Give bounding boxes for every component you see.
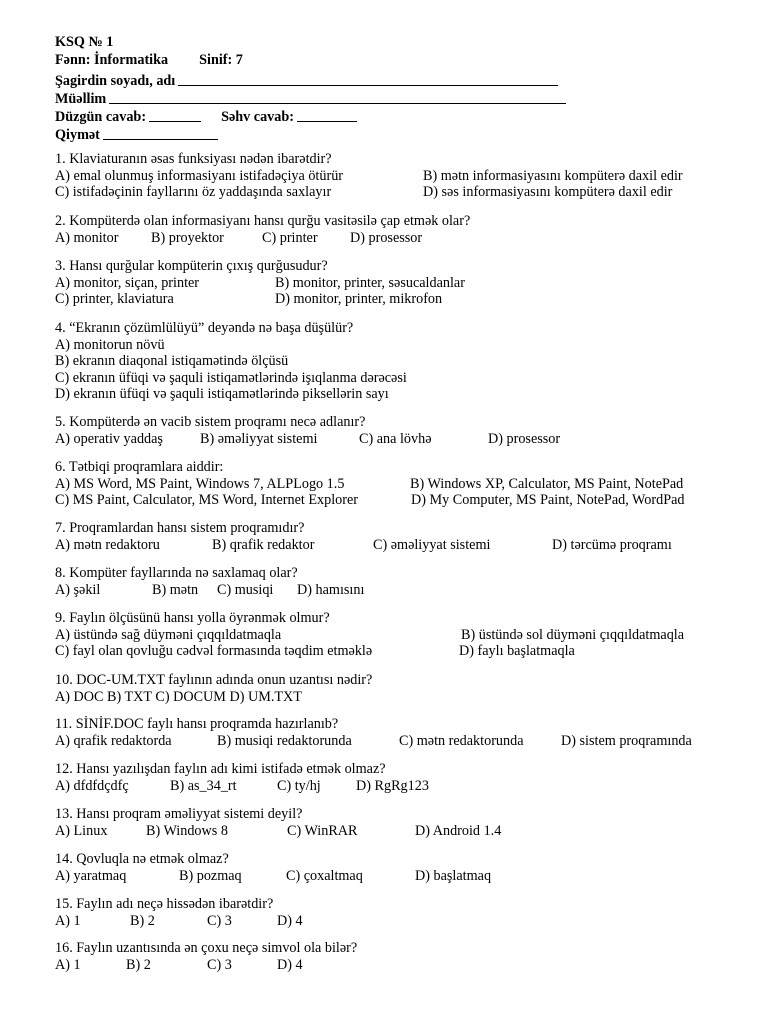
question-4: [55, 320, 735, 403]
question-text: 9. Faylın ölçüsünü hansı yolla öyrənmək olmur?: [55, 610, 330, 626]
question-12: [55, 761, 735, 794]
answer-row: [55, 957, 735, 974]
answer-row: [55, 431, 735, 448]
answer-option: D) monitor, printer, mikrofon: [275, 291, 443, 308]
answer-option: D) tərcümə proqramı: [552, 536, 672, 553]
answer-option: C) printer: [262, 229, 318, 246]
answer-option: A) Linux: [55, 822, 108, 839]
answer-option: C) çoxaltmaq: [286, 867, 363, 884]
answer-option: D) Android 1.4: [415, 822, 502, 839]
answer-row: [55, 353, 735, 370]
question-16: [55, 940, 735, 973]
answer-option: A) monitor, siçan, printer: [55, 274, 200, 291]
answer-option: D) ekranın üfüqi və şaquli istiqamətlərində piksellərin sayı: [55, 386, 389, 403]
question-text: 1. Klaviaturanın əsas funksiyası nədən ibarətdir?: [55, 151, 332, 167]
answer-option: D) faylı başlatmaqla: [459, 643, 575, 660]
question-text: 5. Kompüterdə ən vacib sistem proqramı necə adlanır?: [55, 414, 366, 430]
question-text: 3. Hansı qurğular kompüterin çıxış qurğusudur?: [55, 258, 328, 274]
answer-option: D) RgRg123: [356, 777, 429, 794]
answer-option: B) 2: [126, 956, 151, 973]
correct-answers-field[interactable]: [149, 108, 201, 122]
answer-option: C) 3: [207, 956, 232, 973]
answer-option: A) qrafik redaktorda: [55, 732, 172, 749]
answer-row: [55, 778, 735, 795]
answer-option: A) 1: [55, 956, 81, 973]
answer-row: [55, 476, 735, 493]
question-3: [55, 258, 735, 308]
answer-option: A) 1: [55, 912, 81, 929]
question-9: [55, 610, 735, 660]
answer-option: C) ty/hj: [277, 777, 321, 794]
answer-option: A) monitor: [55, 229, 119, 246]
question-text: 10. DOC-UM.TXT faylının adında onun uzantısı nədir?: [55, 672, 373, 688]
answer-option: C) istifadəçinin fayllarını öz yaddaşında saxlayır: [55, 184, 332, 201]
score-field[interactable]: [103, 126, 218, 140]
answer-row: [55, 291, 735, 308]
answer-option: D) 4: [277, 912, 303, 929]
answer-option: C) musiqi: [217, 581, 274, 598]
answer-option: C) əməliyyat sistemi: [373, 536, 491, 553]
answer-row: [55, 582, 735, 599]
answer-option: C) WinRAR: [287, 822, 358, 839]
answer-option: B) as_34_rt: [170, 777, 237, 794]
question-10: [55, 672, 735, 705]
student-name-field[interactable]: [178, 72, 558, 86]
answer-option: C) mətn redaktorunda: [399, 732, 524, 749]
question-5: [55, 414, 735, 447]
answer-row: [55, 627, 735, 644]
grade-class: Sinif: 7: [199, 52, 243, 69]
question-text: 16. Faylın uzantısında ən çoxu neçə simvol ola bilər?: [55, 940, 358, 956]
question-text: 4. “Ekranın çözümlülüyü” deyəndə nə başa düşülür?: [55, 320, 354, 336]
answer-option: B) qrafik redaktor: [212, 536, 315, 553]
question-text: 12. Hansı yazılışdan faylın adı kimi istifadə etmək olmaz?: [55, 761, 386, 777]
answer-option: A) şəkil: [55, 581, 101, 598]
answer-option: D) prosessor: [350, 229, 423, 246]
question-text: 2. Kompüterdə olan informasiyanı hansı qurğu vasitəsilə çap etmək olar?: [55, 213, 471, 229]
answer-option: D) prosessor: [488, 430, 561, 447]
answer-option: A) mətn redaktoru: [55, 536, 160, 553]
answer-option: B) 2: [130, 912, 155, 929]
answer-option: D) My Computer, MS Paint, NotePad, WordPad: [411, 492, 685, 509]
question-text: 7. Proqramlardan hansı sistem proqramıdır?: [55, 520, 305, 536]
correct-answers-label: Düzgün cavab:: [55, 109, 147, 126]
answer-row: [55, 230, 735, 247]
answer-option: C) 3: [207, 912, 232, 929]
answer-row: [55, 168, 735, 185]
answer-option: A) dfdfdçdfç: [55, 777, 129, 794]
question-text: 14. Qovluqla nə etmək olmaz?: [55, 851, 229, 867]
question-text: 6. Tətbiqi proqramlara aiddir:: [55, 459, 224, 475]
subject: Fənn: İnformatika: [55, 52, 169, 69]
answer-row: [55, 868, 735, 885]
question-1: [55, 151, 735, 201]
answer-row: [55, 184, 735, 201]
answer-option: B) əməliyyat sistemi: [200, 430, 318, 447]
question-14: [55, 851, 735, 884]
score-label: Qiymət: [55, 127, 100, 144]
answer-option: A) üstündə sağ düyməni çıqqıldatmaqla: [55, 626, 282, 643]
student-name-label: Şagirdin soyadı, adı: [55, 72, 176, 89]
answer-option: A) DOC B) TXT C) DOCUM D) UM.TXT: [55, 688, 302, 705]
answer-row: [55, 733, 735, 750]
question-text: 11. SİNİF.DOC faylı hansı proqramda hazırlanıb?: [55, 716, 339, 732]
answer-row: [55, 337, 735, 354]
question-13: [55, 806, 735, 839]
answer-row: [55, 275, 735, 292]
answer-row: [55, 537, 735, 554]
teacher-label: Müəllim: [55, 90, 107, 107]
question-7: [55, 520, 735, 553]
quiz-header: [55, 34, 566, 144]
answer-option: D) səs informasiyasını kompüterə daxil edir: [423, 184, 673, 201]
answer-option: B) musiqi redaktorunda: [217, 732, 352, 749]
answer-option: A) emal olunmuş informasiyanı istifadəçiya ötürür: [55, 167, 344, 184]
question-6: [55, 459, 735, 509]
question-text: 15. Faylın adı neçə hissədən ibarətdir?: [55, 896, 274, 912]
wrong-answers-field[interactable]: [297, 108, 357, 122]
question-8: [55, 565, 735, 598]
answer-option: B) mətn informasiyasını kompüterə daxil edir: [423, 167, 683, 184]
answer-row: [55, 689, 735, 706]
teacher-field[interactable]: [109, 90, 566, 104]
answer-row: [55, 386, 735, 403]
question-text: 8. Kompüter fayllarında nə saxlamaq olar?: [55, 565, 298, 581]
question-11: [55, 716, 735, 749]
question-2: [55, 213, 735, 246]
answer-option: B) mətn: [152, 581, 199, 598]
ksq-number: KSQ № 1: [55, 34, 114, 50]
answer-option: D) 4: [277, 956, 303, 973]
answer-option: B) Windows XP, Calculator, MS Paint, NotePad: [410, 475, 684, 492]
answer-option: B) proyektor: [151, 229, 224, 246]
answer-row: [55, 492, 735, 509]
answer-option: A) MS Word, MS Paint, Windows 7, ALPLogo 1.5: [55, 475, 345, 492]
answer-option: C) ekranın üfüqi və şaquli istiqamətlərində işıqlanma dərəcəsi: [55, 369, 407, 386]
answer-option: D) hamısını: [297, 581, 365, 598]
answer-option: B) Windows 8: [146, 822, 228, 839]
answer-option: C) ana lövhə: [359, 430, 432, 447]
wrong-answers-label: Səhv cavab:: [221, 109, 294, 126]
answer-option: B) monitor, printer, səsucaldanlar: [275, 274, 465, 291]
answer-option: C) MS Paint, Calculator, MS Word, Internet Explorer: [55, 492, 359, 509]
answer-option: C) fayl olan qovluğu cədvəl formasında təqdim etməklə: [55, 643, 373, 660]
answer-option: D) başlatmaq: [415, 867, 492, 884]
answer-option: B) ekranın diaqonal istiqamətində ölçüsü: [55, 353, 289, 370]
answer-option: B) üstündə sol düyməni çıqqıldatmaqla: [461, 626, 685, 643]
question-text: 13. Hansı proqram əməliyyat sistemi deyil?: [55, 806, 303, 822]
answer-option: B) pozmaq: [179, 867, 242, 884]
answer-option: D) sistem proqramında: [561, 732, 692, 749]
answer-row: [55, 643, 735, 660]
answer-row: [55, 370, 735, 387]
answer-option: A) monitorun növü: [55, 336, 165, 353]
answer-row: [55, 913, 735, 930]
answer-option: C) printer, klaviatura: [55, 291, 174, 308]
answer-option: A) operativ yaddaş: [55, 430, 163, 447]
answer-row: [55, 823, 735, 840]
answer-option: A) yaratmaq: [55, 867, 127, 884]
question-15: [55, 896, 735, 929]
